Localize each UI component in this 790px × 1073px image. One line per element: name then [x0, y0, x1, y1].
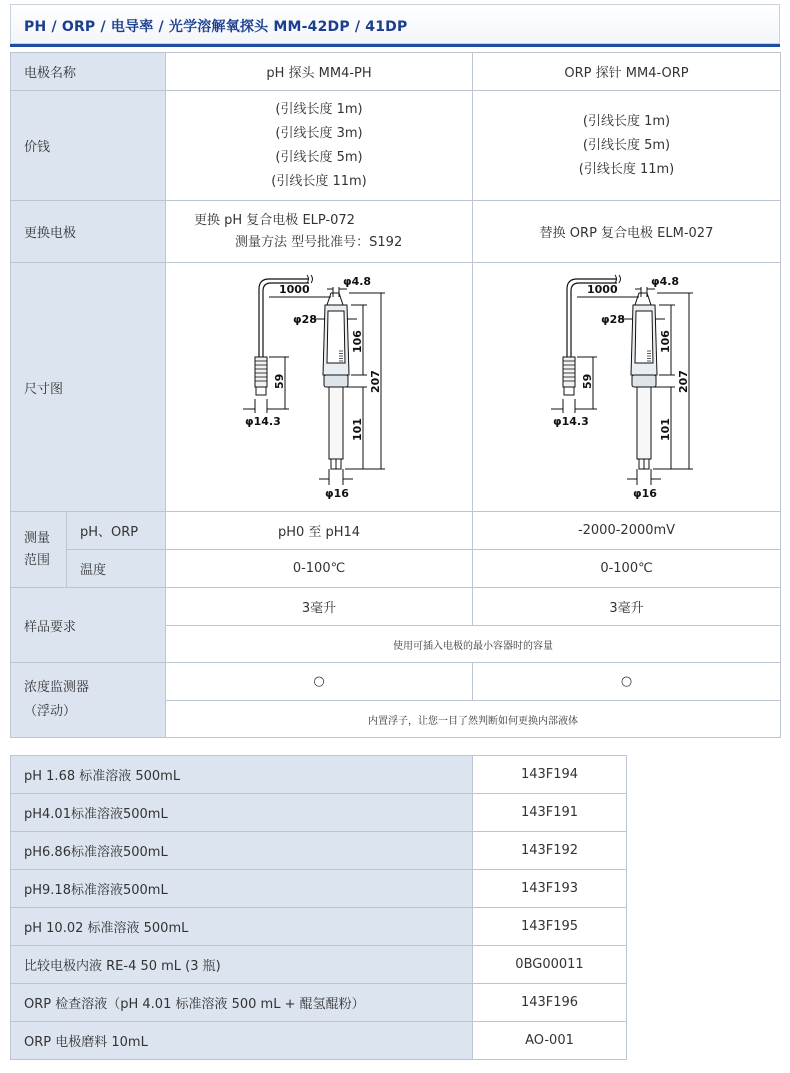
accessory-code: 143F194: [473, 756, 627, 794]
table-row: [11, 588, 781, 626]
dim-label-connector-height: 59: [580, 373, 594, 389]
dim-label-body-diameter: φ28: [600, 313, 625, 326]
table-row: [11, 201, 781, 263]
table-row: [11, 91, 781, 201]
accessory-name: ORP 检查溶液（pH 4.01 标准溶液 500 mL + 醌氢醌粉）: [11, 984, 473, 1022]
dim-label-total-height: 207: [369, 370, 383, 393]
list-item: (引线长度 3m): [275, 125, 363, 141]
probe-collar: [324, 375, 348, 387]
orp-temperature: 0-100℃: [473, 550, 781, 588]
dimension-label: 尺寸图: [11, 263, 166, 512]
accessory-code: 0BG00011: [473, 946, 627, 984]
ph-range: pH0 至 pH14: [166, 512, 473, 550]
dim-label-bottom-diameter: φ16: [325, 487, 349, 500]
table-row: [11, 512, 781, 550]
accessory-name: pH 10.02 标准溶液 500mL: [11, 908, 473, 946]
page-title: PH / ORP / 电导率 / 光学溶解氧探头 MM-42DP / 41DP: [24, 19, 408, 35]
accessory-name: pH4.01标准溶液500mL: [11, 794, 473, 832]
range-label: [11, 512, 67, 588]
accessory-name: pH 1.68 标准溶液 500mL: [11, 756, 473, 794]
accessory-code: 143F196: [473, 984, 627, 1022]
orp-price-list: [473, 91, 781, 201]
probe-drawing: [547, 263, 707, 507]
table-row: [11, 984, 627, 1022]
table-row: [11, 1022, 627, 1060]
monitor-note: 内置浮子，让您一目了然判断如何更换内部液体: [166, 701, 781, 738]
table-row: [11, 832, 627, 870]
table-row: [11, 794, 627, 832]
monitor-label: [11, 663, 166, 738]
ph-probe-name: pH 探头 MM4-PH: [166, 53, 473, 91]
dim-label-tip-diameter: φ4.8: [650, 275, 679, 288]
monitor-label-line1: 浓度监测器: [24, 680, 90, 695]
table-row: [11, 756, 627, 794]
table-row: [11, 908, 627, 946]
monitor-label-line2: （浮动）: [24, 704, 77, 719]
ph-replace-cell: [166, 201, 473, 263]
probe-stem: [637, 387, 651, 459]
dim-label-cable-length: 1000: [279, 283, 310, 296]
price-label: 价钱: [11, 91, 166, 201]
replace-electrode-label: 更换电极: [11, 201, 166, 263]
sample-note: 使用可插入电极的最小容器时的容量: [166, 626, 781, 663]
list-item: (引线长度 11m): [578, 161, 675, 177]
probe-stem: [329, 387, 343, 459]
connector-tip: [256, 387, 266, 395]
probe-window: [327, 311, 345, 363]
ph-price-list: [166, 91, 473, 201]
ph-sample: 3毫升: [166, 588, 473, 626]
list-item: (引线长度 1m): [275, 101, 363, 117]
probe-cap: [327, 293, 343, 305]
orp-sample: 3毫升: [473, 588, 781, 626]
ph-temperature: 0-100℃: [166, 550, 473, 588]
spec-table: [10, 52, 781, 738]
orp-range: -2000-2000mV: [473, 512, 781, 550]
ph-dimension-drawing: [166, 263, 473, 512]
table-row: [11, 53, 781, 91]
dim-label-lower-height: 101: [351, 418, 365, 441]
table-row: [11, 663, 781, 701]
ph-monitor: ○: [166, 663, 473, 701]
accessory-name: ORP 电极磨料 10mL: [11, 1022, 473, 1060]
list-item: (引线长度 5m): [275, 149, 363, 165]
dim-label-connector-height: 59: [273, 373, 287, 389]
list-item: (引线长度 1m): [582, 113, 671, 129]
connector-tip: [564, 387, 574, 395]
page-header: [10, 4, 780, 44]
dim-label-connector-diameter: φ14.3: [552, 415, 589, 428]
probe-cap: [635, 293, 651, 305]
accessory-code: 143F192: [473, 832, 627, 870]
dim-label-cable-length: 1000: [586, 283, 618, 296]
orp-probe-name: ORP 探针 MM4-ORP: [473, 53, 781, 91]
table-row: [11, 870, 627, 908]
range-label-line1: 测量: [24, 530, 51, 546]
sample-label: 样品要求: [11, 588, 166, 663]
range-phorp-label: pH、ORP: [67, 512, 166, 550]
temperature-label: 温度: [67, 550, 166, 588]
dim-label-total-height: 207: [676, 370, 690, 393]
dim-label-connector-diameter: φ14.3: [245, 415, 281, 428]
probe-drawing: [239, 263, 399, 507]
dim-label-bottom-diameter: φ16: [632, 487, 657, 500]
electrode-name-label: 电极名称: [11, 53, 166, 91]
accessory-code: 143F193: [473, 870, 627, 908]
probe-collar: [632, 375, 656, 387]
table-row: [11, 946, 627, 984]
list-item: (引线长度 11m): [271, 173, 367, 189]
probe-window: [635, 311, 653, 363]
ph-replace-line2: 测量方法 型号批准号：S192: [235, 234, 403, 250]
dim-label-lower-height: 101: [658, 418, 672, 441]
dim-label-upper-height: 106: [658, 330, 672, 353]
header-underline: [10, 44, 780, 47]
range-label-line2: 范围: [24, 552, 51, 568]
accessory-name: pH9.18标准溶液500mL: [11, 870, 473, 908]
ph-replace-line1: 更换 pH 复合电极 ELP-072: [194, 212, 355, 228]
accessory-code: 143F195: [473, 908, 627, 946]
table-row: [11, 550, 781, 588]
accessory-code: AO-001: [473, 1022, 627, 1060]
accessory-table: [10, 755, 627, 1060]
accessory-name: 比较电极内液 RE-4 50 mL (3 瓶): [11, 946, 473, 984]
dim-label-upper-height: 106: [351, 330, 365, 353]
orp-replace: 替换 ORP 复合电极 ELM-027: [473, 201, 781, 263]
list-item: (引线长度 5m): [582, 137, 671, 153]
connector-body: [255, 357, 267, 387]
orp-monitor: ○: [473, 663, 781, 701]
dim-label-body-diameter: φ28: [293, 313, 317, 326]
connector-body: [563, 357, 575, 387]
dim-label-tip-diameter: φ4.8: [343, 275, 372, 288]
table-row: [11, 263, 781, 512]
accessory-name: pH6.86标准溶液500mL: [11, 832, 473, 870]
orp-dimension-drawing: [473, 263, 781, 512]
accessory-code: 143F191: [473, 794, 627, 832]
